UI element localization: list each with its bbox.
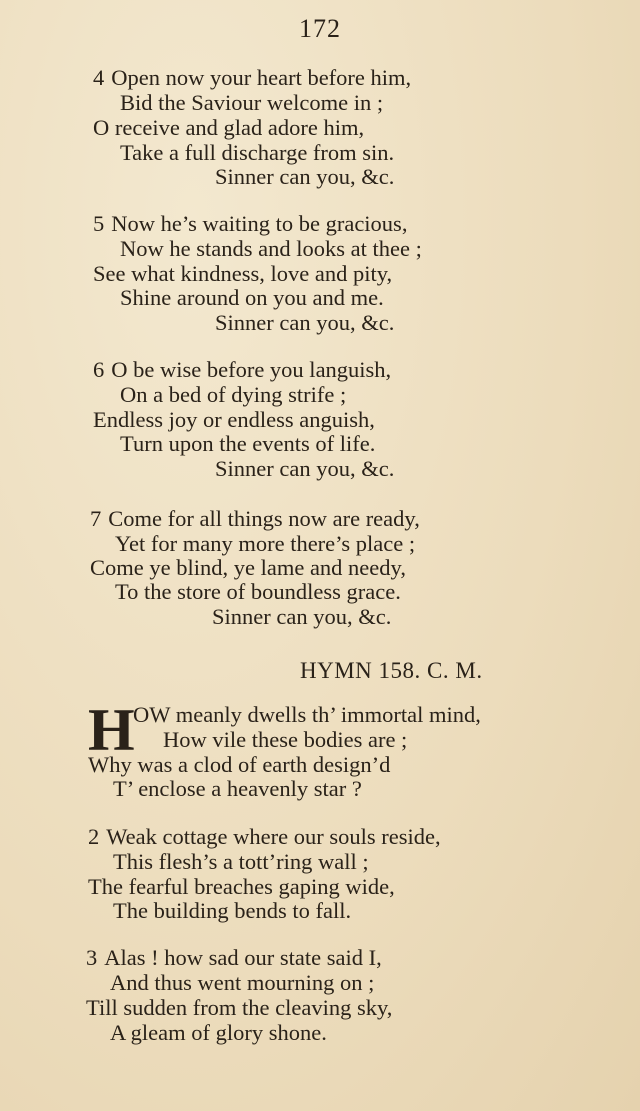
verse-line: Open now your heart before him, <box>111 65 412 90</box>
hymn-title: HYMN 158. C. M. <box>300 658 483 683</box>
stanza-5-line-4: Shine around on you and me. <box>120 285 384 310</box>
stanza-7-line-4: To the store of boundless grace. <box>115 579 401 604</box>
hymn-stanza-1-line-2: How vile these bodies are ; <box>163 727 408 752</box>
stanza-5-line-2: Now he stands and looks at thee ; <box>120 236 422 261</box>
hymn-stanza-1-line-1: OW meanly dwells th’ immortal mind, <box>133 702 481 727</box>
hymn-stanza-3-line-4: A gleam of glory shone. <box>110 1020 327 1045</box>
verse-line: Now he’s waiting to be gracious, <box>111 211 408 236</box>
stanza-4-line-1 <box>93 67 411 90</box>
hymn-stanza-1-line-3: Why was a clod of earth design’d <box>88 752 391 777</box>
stanza-6-refrain: Sinner can you, &c. <box>215 456 395 481</box>
stanza-number: 5 <box>93 211 105 236</box>
stanza-number: 7 <box>90 506 102 531</box>
stanza-4-line-2: Bid the Saviour welcome in ; <box>120 90 384 115</box>
stanza-7-line-1 <box>90 508 420 531</box>
verse-line: O be wise before you languish, <box>111 357 392 382</box>
page-number: 172 <box>299 14 341 43</box>
stanza-5-line-1 <box>93 213 407 236</box>
stanza-5-line-3: See what kindness, love and pity, <box>93 261 393 286</box>
stanza-6-line-4: Turn upon the events of life. <box>120 431 376 456</box>
stanza-4-line-4: Take a full discharge from sin. <box>120 140 395 165</box>
hymn-stanza-3-line-2: And thus went mourning on ; <box>110 970 375 995</box>
stanza-7-refrain: Sinner can you, &c. <box>212 604 392 629</box>
stanza-number: 2 <box>88 824 100 849</box>
stanza-4-refrain: Sinner can you, &c. <box>215 164 395 189</box>
stanza-7-line-2: Yet for many more there’s place ; <box>115 531 416 556</box>
drop-cap: H <box>88 697 135 763</box>
stanza-6-line-3: Endless joy or endless anguish, <box>93 407 375 432</box>
stanza-6-line-1 <box>93 359 391 382</box>
hymn-stanza-3-line-1 <box>86 947 382 970</box>
verse-line: Weak cottage where our souls reside, <box>106 824 441 849</box>
hymn-stanza-2-line-4: The building bends to fall. <box>113 898 352 923</box>
hymn-stanza-2-line-1 <box>88 826 441 849</box>
stanza-5-refrain: Sinner can you, &c. <box>215 310 395 335</box>
stanza-6-line-2: On a bed of dying strife ; <box>120 382 347 407</box>
stanza-number: 3 <box>86 945 98 970</box>
stanza-number: 4 <box>93 65 105 90</box>
stanza-number: 6 <box>93 357 105 382</box>
hymn-stanza-3-line-3: Till sudden from the cleaving sky, <box>86 995 393 1020</box>
hymn-stanza-2-line-2: This flesh’s a tott’ring wall ; <box>113 849 369 874</box>
stanza-4-line-3: O receive and glad adore him, <box>93 115 365 140</box>
hymn-stanza-2-line-3: The fearful breaches gaping wide, <box>88 874 395 899</box>
hymn-stanza-1-line-4: T’ enclose a heavenly star ? <box>113 776 362 801</box>
verse-line: Come for all things now are ready, <box>108 506 420 531</box>
stanza-7-line-3: Come ye blind, ye lame and needy, <box>90 555 406 580</box>
verse-line: Alas ! how sad our state said I, <box>104 945 382 970</box>
